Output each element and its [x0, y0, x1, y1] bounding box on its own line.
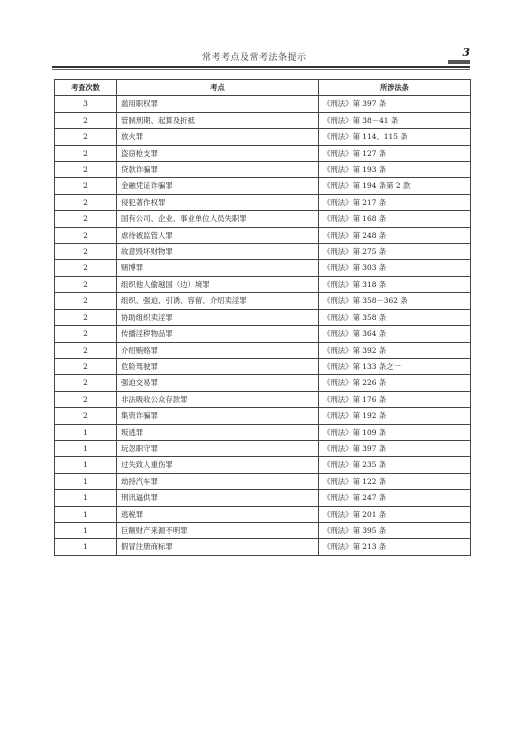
column-header-law: 所涉法条 [319, 80, 471, 96]
law-cell: 《刑法》第 235 条 [319, 457, 471, 473]
table-row [55, 440, 471, 456]
count-cell: 3 [55, 96, 117, 112]
law-cell: 《刑法》第 168 条 [319, 211, 471, 227]
page-number-bar [448, 60, 470, 64]
point-cell: 盗窃枪支罪 [117, 145, 319, 161]
point-cell: 介绍贿赂罪 [117, 342, 319, 358]
point-cell: 管制刑期、起算及折抵 [117, 112, 319, 128]
table-row [55, 342, 471, 358]
point-cell: 组织、强迫、引诱、容留、介绍卖淫罪 [117, 293, 319, 309]
point-cell: 侵犯著作权罪 [117, 194, 319, 210]
count-cell: 2 [55, 129, 117, 145]
table-row [55, 473, 471, 489]
table-body [55, 96, 471, 555]
law-cell: 《刑法》第 395 条 [319, 522, 471, 538]
count-cell: 2 [55, 326, 117, 342]
point-cell: 国有公司、企业、事业单位人员失职罪 [117, 211, 319, 227]
column-header-count: 考查次数 [55, 80, 117, 96]
point-cell: 危险驾驶罪 [117, 358, 319, 374]
table-row [55, 260, 471, 276]
table-row [55, 408, 471, 424]
count-cell: 2 [55, 408, 117, 424]
count-cell: 1 [55, 539, 117, 555]
count-cell: 2 [55, 276, 117, 292]
page-header [52, 46, 470, 66]
table-row [55, 457, 471, 473]
point-cell: 逃税罪 [117, 506, 319, 522]
law-cell: 《刑法》第 226 条 [319, 375, 471, 391]
law-cell: 《刑法》第 397 条 [319, 96, 471, 112]
table-row [55, 424, 471, 440]
law-cell: 《刑法》第 275 条 [319, 244, 471, 260]
table-row [55, 129, 471, 145]
point-cell: 玩忽职守罪 [117, 440, 319, 456]
count-cell: 1 [55, 522, 117, 538]
table-row [55, 178, 471, 194]
count-cell: 1 [55, 506, 117, 522]
point-cell: 放火罪 [117, 129, 319, 145]
count-cell: 2 [55, 112, 117, 128]
count-cell: 2 [55, 178, 117, 194]
page-number: 3 [462, 46, 470, 59]
law-cell: 《刑法》第 127 条 [319, 145, 471, 161]
column-header-point: 考点 [117, 80, 319, 96]
count-cell: 2 [55, 162, 117, 178]
count-cell: 1 [55, 440, 117, 456]
law-cell: 《刑法》第 217 条 [319, 194, 471, 210]
law-cell: 《刑法》第 318 条 [319, 276, 471, 292]
count-cell: 2 [55, 145, 117, 161]
point-cell: 巨额财产来源不明罪 [117, 522, 319, 538]
table-row [55, 194, 471, 210]
law-cell: 《刑法》第 194 条第 2 款 [319, 178, 471, 194]
law-cell: 《刑法》第 397 条 [319, 440, 471, 456]
count-cell: 1 [55, 473, 117, 489]
count-cell: 2 [55, 194, 117, 210]
law-cell: 《刑法》第 114、115 条 [319, 129, 471, 145]
law-cell: 《刑法》第 364 条 [319, 326, 471, 342]
count-cell: 1 [55, 490, 117, 506]
point-cell: 故意毁坏财物罪 [117, 244, 319, 260]
point-cell: 集资诈骗罪 [117, 408, 319, 424]
law-cell: 《刑法》第 176 条 [319, 391, 471, 407]
table-row [55, 522, 471, 538]
law-cell: 《刑法》第 213 条 [319, 539, 471, 555]
law-cell: 《刑法》第 358－362 条 [319, 293, 471, 309]
point-cell: 过失致人重伤罪 [117, 457, 319, 473]
table-row [55, 293, 471, 309]
table-row [55, 276, 471, 292]
count-cell: 1 [55, 457, 117, 473]
table-row [55, 539, 471, 555]
header-rule-thin [52, 69, 470, 70]
count-cell: 2 [55, 244, 117, 260]
point-cell: 强迫交易罪 [117, 375, 319, 391]
point-cell: 协助组织卖淫罪 [117, 309, 319, 325]
count-cell: 2 [55, 358, 117, 374]
count-cell: 2 [55, 211, 117, 227]
table-row [55, 490, 471, 506]
table-row [55, 358, 471, 374]
count-cell: 2 [55, 293, 117, 309]
count-cell: 2 [55, 342, 117, 358]
count-cell: 2 [55, 375, 117, 391]
table-row [55, 145, 471, 161]
table-row [55, 162, 471, 178]
law-cell: 《刑法》第 193 条 [319, 162, 471, 178]
point-cell: 虐待被监管人罪 [117, 227, 319, 243]
running-header-title: 常考考点及常考法条提示 [202, 53, 307, 63]
count-cell: 2 [55, 309, 117, 325]
point-cell: 假冒注册商标罪 [117, 539, 319, 555]
law-cell: 《刑法》第 109 条 [319, 424, 471, 440]
exam-points-table [54, 79, 471, 556]
law-cell: 《刑法》第 133 条之一 [319, 358, 471, 374]
law-cell: 《刑法》第 392 条 [319, 342, 471, 358]
table-row [55, 112, 471, 128]
point-cell: 非法吸收公众存款罪 [117, 391, 319, 407]
table-row [55, 326, 471, 342]
law-cell: 《刑法》第 192 条 [319, 408, 471, 424]
table-row [55, 375, 471, 391]
table-row [55, 391, 471, 407]
law-cell: 《刑法》第 358 条 [319, 309, 471, 325]
table-header-row [55, 80, 471, 96]
law-cell: 《刑法》第 201 条 [319, 506, 471, 522]
point-cell: 赌博罪 [117, 260, 319, 276]
table-row [55, 227, 471, 243]
count-cell: 2 [55, 391, 117, 407]
law-cell: 《刑法》第 38－41 条 [319, 112, 471, 128]
table-row [55, 96, 471, 112]
count-cell: 2 [55, 260, 117, 276]
law-cell: 《刑法》第 303 条 [319, 260, 471, 276]
point-cell: 滥用职权罪 [117, 96, 319, 112]
law-cell: 《刑法》第 247 条 [319, 490, 471, 506]
point-cell: 传播淫秽物品罪 [117, 326, 319, 342]
count-cell: 1 [55, 424, 117, 440]
law-cell: 《刑法》第 248 条 [319, 227, 471, 243]
point-cell: 劫持汽车罪 [117, 473, 319, 489]
header-rule [52, 66, 470, 68]
table-row [55, 506, 471, 522]
point-cell: 金融凭证诈骗罪 [117, 178, 319, 194]
table-row [55, 309, 471, 325]
point-cell: 组织他人偷越国（边）境罪 [117, 276, 319, 292]
point-cell: 叛逃罪 [117, 424, 319, 440]
count-cell: 2 [55, 227, 117, 243]
table-row [55, 244, 471, 260]
law-cell: 《刑法》第 122 条 [319, 473, 471, 489]
point-cell: 贷款诈骗罪 [117, 162, 319, 178]
table-row [55, 211, 471, 227]
point-cell: 刑讯逼供罪 [117, 490, 319, 506]
